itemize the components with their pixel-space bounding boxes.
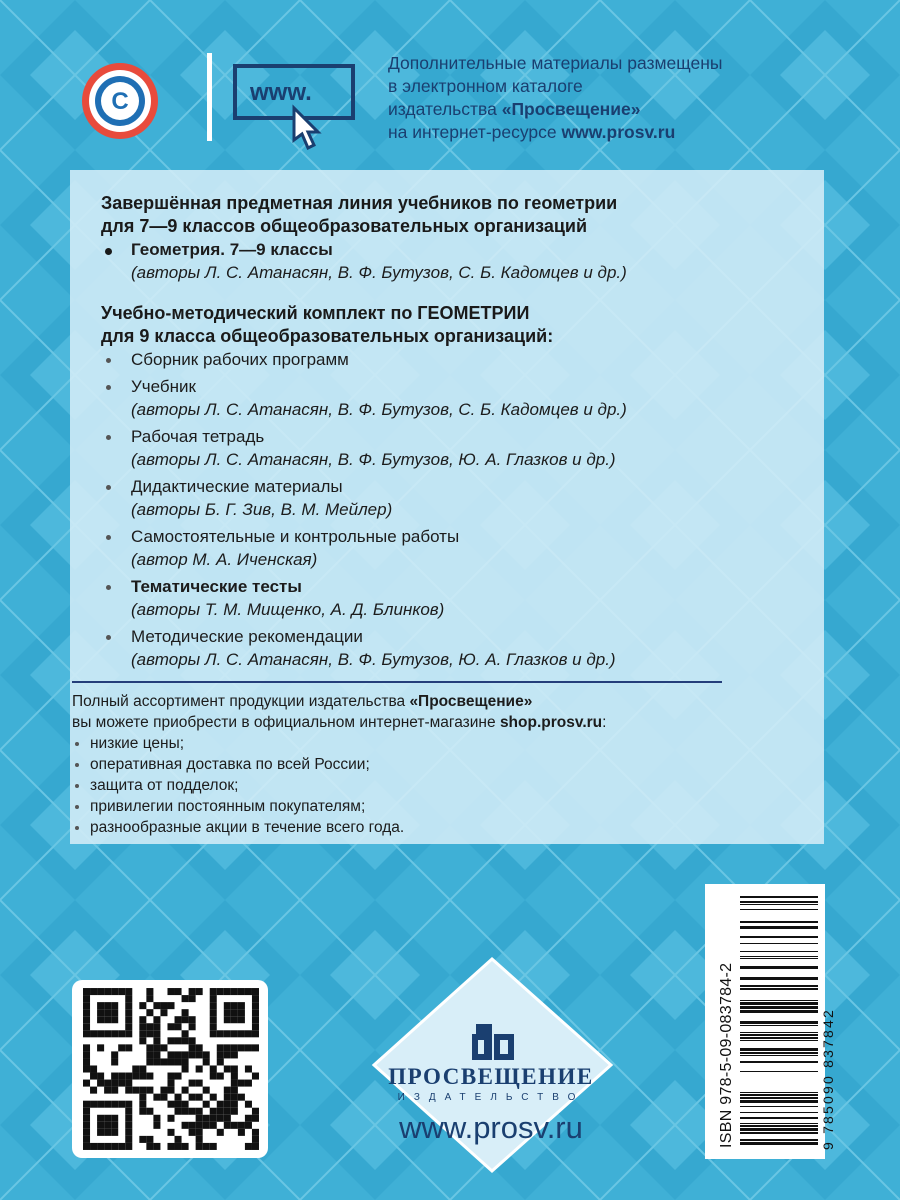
www-cursor-icon [232, 60, 360, 150]
www-label: www. [250, 79, 312, 106]
bullet-icon [106, 585, 111, 590]
info-line-4: на интернет-ресурсе www.prosv.ru [388, 122, 676, 142]
kit-item-authors: (авторы Т. М. Мищенко, А. Д. Блинков) [131, 600, 445, 619]
kit-item-authors: (авторы Л. С. Атанасян, В. Ф. Бутузов, Ю. А. Глазков и др.) [131, 450, 616, 469]
kit-item-title: Самостоятельные и контрольные работы [131, 527, 460, 546]
barcode-digits: 9 785090 837842 [820, 1008, 836, 1150]
shop-info [72, 691, 811, 838]
series-book-title: Геометрия. 7—9 классы [131, 240, 333, 259]
publisher-subtitle: ИЗДАТЕЛЬСТВО [397, 1092, 585, 1103]
top-divider [207, 53, 212, 141]
kit-item-title: Тематические тесты [131, 577, 302, 596]
kit-item-title: Рабочая тетрадь [131, 427, 265, 446]
kit-item-title: Сборник рабочих программ [131, 350, 349, 369]
shop-line-1: Полный ассортимент продукции издательства «Просвещение» [72, 693, 533, 710]
bullet-icon [75, 763, 79, 767]
publisher-circular-logo-icon [74, 58, 166, 144]
bullet-icon [106, 435, 111, 440]
bullet-icon [75, 826, 79, 830]
kit-item-authors: (авторы Б. Г. Зив, В. М. Мейлер) [131, 500, 393, 519]
bullet-icon [106, 385, 111, 390]
bullet-icon [105, 248, 112, 255]
kit-item-authors: (авторы Л. С. Атанасян, В. Ф. Бутузов, Ю. А. Глазков и др.) [131, 650, 616, 669]
kit-item [101, 375, 811, 421]
kit-item [101, 575, 811, 621]
info-line-1: Дополнительные материалы размещены [388, 53, 723, 73]
info-line-2: в электронном каталоге [388, 76, 583, 96]
bullet-icon [106, 485, 111, 490]
publisher-book-logo-icon [470, 1020, 516, 1066]
bullet-icon [106, 535, 111, 540]
series-book-item [101, 238, 811, 284]
kit-item-title: Дидактические материалы [131, 477, 343, 496]
shop-line-2: вы можете приобрести в официальном интернет-магазине shop.prosv.ru: [72, 714, 607, 731]
bullet-icon [106, 635, 111, 640]
publisher-name-bold: «Просвещение» [501, 99, 641, 119]
info-panel [70, 170, 824, 844]
kit-heading-1: Учебно-методический комплект по ГЕОМЕТРИИ [101, 303, 530, 323]
website-link[interactable]: www.prosv.ru [561, 122, 676, 142]
qr-code-icon[interactable] [83, 988, 259, 1150]
publisher-name: ПРОСВЕЩЕНИЕ [388, 1064, 594, 1089]
kit-item [101, 425, 811, 471]
kit-item-authors: (авторы Л. С. Атанасян, В. Ф. Бутузов, С. Б. Кадомцев и др.) [131, 400, 627, 419]
kit-item-title: Методические рекомендации [131, 627, 363, 646]
bullet-icon [75, 805, 79, 809]
kit-list [101, 348, 811, 671]
kit-item [101, 625, 811, 671]
benefit-item: привилегии постоянным покупателям; [72, 796, 811, 817]
benefit-item: оперативная доставка по всей России; [72, 754, 811, 775]
svg-text:C: C [111, 88, 129, 115]
kit-item [101, 525, 811, 571]
series-heading-2: для 7—9 классов общеобразовательных организаций [101, 216, 588, 236]
series-heading-1: Завершённая предметная линия учебников по геометрии [101, 193, 618, 213]
shop-link[interactable]: shop.prosv.ru [499, 714, 603, 731]
additional-materials-info [388, 52, 858, 144]
bullet-icon [106, 358, 111, 363]
benefit-item: низкие цены; [72, 733, 811, 754]
series-book-authors: (авторы Л. С. Атанасян, В. Ф. Бутузов, С. Б. Кадомцев и др.) [131, 263, 627, 282]
barcode [740, 896, 818, 1150]
isbn-text: ISBN 978-5-09-083784-2 [718, 962, 735, 1148]
benefit-item: разнообразные акции в течение всего года. [72, 817, 811, 838]
kit-item-title: Учебник [131, 377, 196, 396]
bullet-icon [75, 742, 79, 746]
info-line-3: издательства «Просвещение» [388, 99, 641, 119]
kit-heading-2: для 9 класса общеобразовательных организаций: [101, 326, 554, 346]
kit-item [101, 348, 811, 371]
benefit-item: защита от подделок; [72, 775, 811, 796]
section-divider [72, 681, 722, 683]
publisher-name-bold: «Просвещение» [409, 693, 533, 710]
kit-item-authors: (автор М. А. Иченская) [131, 550, 318, 569]
kit-item [101, 475, 811, 521]
publisher-url[interactable]: www.prosv.ru [399, 1110, 583, 1145]
bullet-icon [75, 784, 79, 788]
